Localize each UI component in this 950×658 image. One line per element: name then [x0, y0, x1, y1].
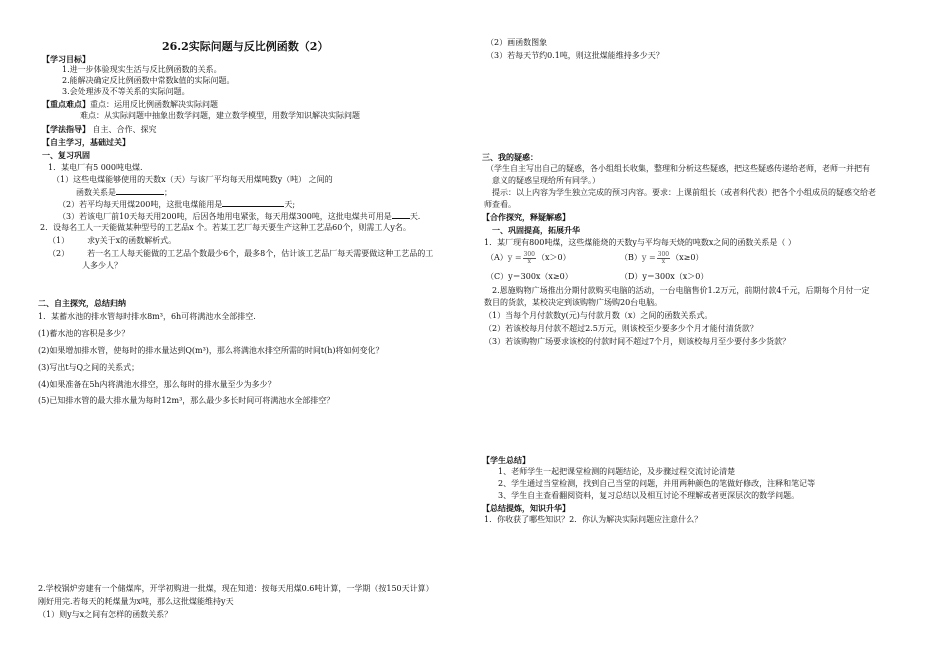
answer-blank[interactable]	[392, 211, 410, 219]
option-d[interactable]: （D）y＝300x（x＞0）	[620, 272, 709, 281]
c-q2-3: （3）若该购物广场要求该校的付款时间不超过7个月，则该校每月至少要付多少货款？	[484, 337, 791, 346]
summary-item: 1、老师学生一起把课堂检测的问题结论，及步骤过程交流讨论清楚	[498, 467, 736, 476]
fraction: $\frac{300}{x}$	[657, 250, 670, 265]
method-text: 自主、合作、探究	[92, 125, 157, 134]
selfstudy-header: 【自主学习，基础过关】	[42, 137, 130, 147]
c-q2a: 2.恩施购物广场推出分期付款购买电脑的活动，一台电脑售价1.2万元，前期付款4千元，后期每个月付一定	[492, 286, 870, 295]
answer-blank[interactable]	[116, 187, 164, 195]
review-q1-1a: （1）这些电煤能够使用的天数x（天）与该厂平均每天用煤吨数y（吨） 之间的	[52, 175, 333, 184]
review-q1-3: （3）若该电厂前10天每天用200吨，后因各地用电紧张，每天用煤300吨，这批电煤共可用是 天.	[58, 212, 421, 221]
doubts-tip-a: 提示：以上内容为学生独立完成的预习内容。要求：上课前组长（或者科代表）把各个小组成员的疑惑交给老	[492, 188, 876, 197]
c-q2-2: （2）若该校每月付款不超过2.5万元，则该校至少要多少个月才能付清货款？	[484, 324, 758, 333]
review-q2-2b: 人多少人？	[82, 261, 122, 270]
summary-header: 【学生总结】	[482, 455, 530, 465]
review-q2-1: （1） 求y关于x的函数解析式。	[48, 236, 177, 245]
summary-item: 2、学生通过当堂检测，找到自己当堂的问题，并用两种颜色的笔做好修改，注释和笔记等	[498, 479, 816, 488]
review-q2-2: （2） 若一名工人每天能做的工艺品个数最少6个，最多8个，估计该工艺品厂每天需要做这种工艺品的工	[48, 249, 434, 258]
c-q2b: 数目的货款，某校决定到该购物广场购20台电脑。	[484, 298, 663, 307]
doubts-text-b: 意义的疑惑呈现给所有同学。）	[492, 176, 600, 185]
option-c[interactable]: （C）y＝300x（x≥0）	[486, 272, 573, 281]
keypoints-row	[42, 99, 218, 110]
goal-item: 2.能解决确定反比例函数中常数k值的实际问题。	[62, 76, 235, 85]
goal-item: 3.会处理涉及不等关系的实际问题。	[62, 87, 190, 96]
doubts-header: 三、我的疑惑：	[482, 152, 538, 162]
explore-q1-1: (1)蓄水池的容积是多少？	[38, 329, 130, 338]
page-title: 26.2实际问题与反比例函数（2）	[162, 40, 329, 53]
explore-q2-3: （3）若每天节约0.1吨，则这批煤能维持多少天？	[486, 51, 664, 60]
reflect-question: 1．你收获了哪些知识？2．你认为解决实际问题应注意什么？	[484, 515, 703, 524]
review-q1: 1．某电厂有5 000吨电煤.	[48, 163, 143, 172]
consolidate-header: 一、巩固提高，拓展升华	[492, 225, 580, 235]
reflect-header: 【总结提炼，知识升华】	[482, 503, 570, 513]
explore-q1-3: (3)写出t与Q之间的关系式；	[38, 363, 140, 372]
goal-item: 1.进一步体验现实生活与反比例函数的关系。	[62, 65, 222, 74]
keypoints-difficulty: 难点：从实际问题中抽象出数学问题，建立数学模型，用数学知识解决实际问题	[80, 111, 360, 120]
answer-blank[interactable]	[222, 199, 284, 207]
review-header: 一、复习巩固	[42, 150, 90, 160]
review-q1-1b: 函数关系是 ；	[76, 188, 172, 197]
explore-q1: 1．某蓄水池的排水管每时排水8m³，6h可将满池水全部排空.	[38, 312, 256, 321]
coop-header: 【合作探究，释疑解惑】	[482, 212, 570, 222]
explore-q1-2: (2)如果增加排水管，使每时的排水量达到Q(m³)，那么将满池水排空所需的时间t(h)将如何变化？	[38, 346, 384, 355]
c-q2-1: （1）当每个月付款数y(元)与付款月数（x）之间的函数关系式。	[484, 311, 713, 320]
review-q2: 2．设每名工人一天能做某种型号的工艺品x 个。若某工艺厂每天要生产这种工艺品60个，则需工人y名。	[40, 223, 411, 232]
c-q1: 1．某厂现有800吨煤，这些煤能烧的天数y与平均每天烧的吨数x之间的函数关系是（ ）	[484, 238, 796, 247]
explore-q1-4: (4)如果准备在5h内将满池水排空，那么每时的排水量至少为多少？	[38, 380, 276, 389]
explore-q2-2: （2）画函数图象	[486, 38, 548, 47]
explore-q2a: 2.学校锅炉旁建有一个储煤库，开学初购进一批煤，现在知道：按每天用煤0.6吨计算，一学期（按150天计算）	[38, 584, 434, 593]
explore-q2-1: （1）则y与x之间有怎样的函数关系？	[38, 610, 173, 619]
method-header: 【学法指导】	[42, 124, 90, 134]
fraction: $\frac{300}{x}$	[523, 250, 535, 265]
explore-q1-5: (5)已知排水管的最大排水量为每时12m³，那么最少多长时间可将满池水全部排空？	[38, 396, 335, 405]
goals-header: 【学习目标】	[42, 54, 90, 64]
review-q1-2: （2）若平均每天用煤200吨，这批电煤能用是 天;	[58, 200, 296, 209]
summary-item: 3、学生自主查看翻阅资料，复习总结以及相互讨论不理解或者更深层次的数学问题。	[498, 491, 800, 500]
explore-q2b: 刚好用完.若每天的耗煤量为x吨，那么这批煤能维持y天	[38, 597, 234, 606]
keypoints-header: 【重点难点】	[42, 99, 90, 109]
doubts-tip-b: 师查看。	[484, 200, 516, 209]
keypoints-main: 重点：运用反比例函数解决实际问题	[90, 100, 218, 109]
option-a[interactable]: （A）y = $\frac{300}{x}$ （x＞0）	[486, 250, 571, 265]
option-b[interactable]: （B）y = $\frac{300}{x}$ （x≥0）	[620, 250, 704, 265]
explore-header: 二、自主探究，总结归纳	[38, 298, 126, 308]
method-row	[42, 124, 157, 135]
doubts-text-a: （学生自主写出自己的疑惑，各小组组长收集，整理和分析这些疑惑，把这些疑惑传递给老师，老师一并把有	[486, 164, 870, 173]
